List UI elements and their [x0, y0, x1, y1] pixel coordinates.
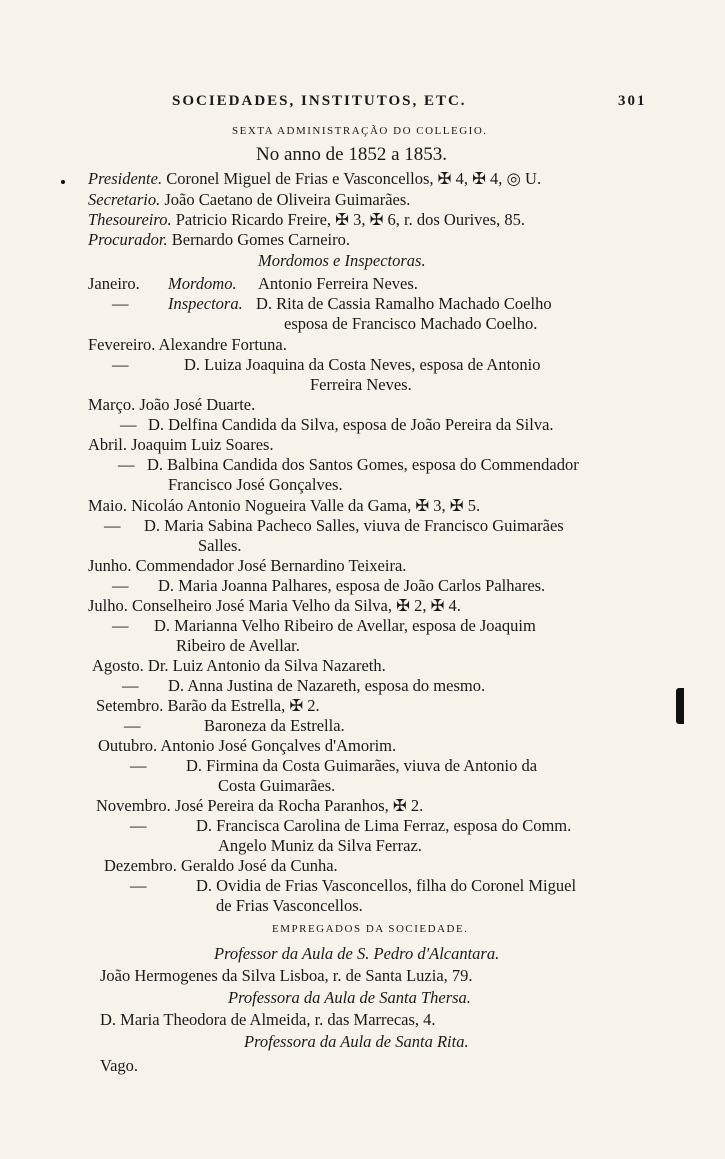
- entry-text: Fevereiro. Alexandre Fortuna.: [88, 335, 287, 354]
- entry-text: D. Maria Sabina Pacheco Salles, viuva de Francisco Guimarães: [144, 516, 564, 535]
- entry-text: D. Firmina da Costa Guimarães, viuva de Antonio da: [186, 756, 538, 775]
- entry-text: Costa Guimarães.: [218, 776, 336, 795]
- entry-text: Março. João José Duarte.: [88, 395, 256, 414]
- ditto-dash: —: [130, 756, 147, 775]
- entry-text: Dezembro. Geraldo José da Cunha.: [104, 856, 338, 875]
- officer-role: Procurador.: [88, 230, 168, 249]
- ditto-dash: —: [130, 876, 147, 895]
- entry-text: Agosto. Dr. Luiz Antonio da Silva Nazareth.: [92, 656, 386, 675]
- role-label: Inspectora.: [168, 294, 243, 313]
- entry-text: D. Rita de Cassia Ramalho Machado Coelho: [256, 294, 552, 313]
- entry-text: Baroneza da Estrella.: [204, 716, 345, 735]
- entry-text: Junho. Commendador José Bernardino Teixeira.: [88, 556, 407, 575]
- entry-text: Ferreira Neves.: [310, 375, 412, 394]
- ditto-dash: —: [130, 816, 147, 835]
- entry-text: Novembro. José Pereira da Rocha Paranhos, ✠ 2.: [96, 796, 424, 815]
- officer-role: Presidente.: [88, 169, 163, 188]
- ditto-dash: —: [124, 716, 141, 735]
- entry-text: Abril. Joaquim Luiz Soares.: [88, 435, 274, 454]
- entry-text: Outubro. Antonio José Gonçalves d'Amorim.: [98, 736, 397, 755]
- ditto-dash: —: [120, 415, 137, 434]
- role-label: Mordomo.: [168, 274, 237, 293]
- officer-text: João Caetano de Oliveira Guimarães.: [164, 190, 411, 209]
- entry-text: Maio. Nicoláo Antonio Nogueira Valle da Gama, ✠ 3, ✠ 5.: [88, 496, 481, 515]
- entry-text: Setembro. Barão da Estrella, ✠ 2.: [96, 696, 320, 715]
- ditto-dash: —: [118, 455, 135, 474]
- entry-text: Ribeiro de Avellar.: [176, 636, 300, 655]
- entry-text: D. Ovidia de Frias Vasconcellos, filha do Coronel Miguel: [196, 876, 577, 895]
- section-year: No anno de 1852 a 1853.: [256, 144, 448, 165]
- section-subtitle: SEXTA ADMINISTRAÇÃO DO COLLEGIO.: [232, 125, 488, 137]
- entry-text: D. Balbina Candida dos Santos Gomes, esposa do Commendador: [147, 455, 579, 474]
- entry-text: Julho. Conselheiro José Maria Velho da Silva, ✠ 2, ✠ 4.: [88, 596, 461, 615]
- post-holder: D. Maria Theodora de Almeida, r. das Marrecas, 4.: [100, 1010, 436, 1029]
- post-title: Professora da Aula de Santa Rita.: [244, 1032, 469, 1051]
- ditto-dash: —: [112, 355, 129, 374]
- post-holder: João Hermogenes da Silva Lisboa, r. de Santa Luzia, 79.: [100, 966, 473, 985]
- entry-text: Salles.: [198, 536, 242, 555]
- running-header: SOCIEDADES, INSTITUTOS, ETC.: [172, 93, 467, 109]
- mordomos-heading: Mordomos e Inspectoras.: [258, 251, 426, 270]
- ditto-dash: —: [112, 616, 129, 635]
- entry-text: D. Anna Justina de Nazareth, esposa do mesmo.: [168, 676, 486, 695]
- post-holder: Vago.: [100, 1056, 139, 1075]
- entry-text: D. Marianna Velho Ribeiro de Avellar, esposa de Joaquim: [154, 616, 536, 635]
- entry-text: esposa de Francisco Machado Coelho.: [284, 314, 538, 333]
- entry-text: Francisco José Gonçalves.: [168, 475, 343, 494]
- officer-text: Bernardo Gomes Carneiro.: [171, 230, 350, 249]
- ditto-dash: —: [122, 676, 139, 695]
- post-title: Professora da Aula de Santa Thersa.: [228, 988, 471, 1007]
- officer-row: [88, 192, 410, 209]
- post-title: Professor da Aula de S. Pedro d'Alcantara.: [214, 944, 500, 963]
- ditto-dash: —: [112, 294, 129, 313]
- ditto-dash: —: [104, 516, 121, 535]
- officer-text: Patricio Ricardo Freire, ✠ 3, ✠ 6, r. dos Ourives, 85.: [175, 210, 526, 229]
- ditto-dash: —: [112, 576, 129, 595]
- entry-text: D. Delfina Candida da Silva, esposa de João Pereira da Silva.: [148, 415, 554, 434]
- margin-ink-mark: [676, 688, 684, 724]
- officer-row: [88, 171, 541, 188]
- officer-text: Coronel Miguel de Frias e Vasconcellos, ✠ 4, ✠ 4, ◎ U.: [166, 169, 542, 188]
- page-number: 301: [618, 93, 647, 109]
- entry-text: de Frias Vasconcellos.: [216, 896, 363, 915]
- entry-text: D. Francisca Carolina de Lima Ferraz, esposa do Comm.: [196, 816, 572, 835]
- month-label: Janeiro.: [88, 274, 140, 293]
- entry-text: D. Maria Joanna Palhares, esposa de João Carlos Palhares.: [158, 576, 546, 595]
- margin-bullet: [61, 180, 65, 184]
- empregados-heading: EMPREGADOS DA SOCIEDADE.: [272, 923, 469, 935]
- entry-text: Angelo Muniz da Silva Ferraz.: [218, 836, 422, 855]
- officer-role: Thesoureiro.: [88, 210, 172, 229]
- entry-text: D. Luiza Joaquina da Costa Neves, esposa de Antonio: [184, 355, 541, 374]
- officer-role: Secretario.: [88, 190, 161, 209]
- officer-row: [88, 212, 525, 229]
- entry-text: Antonio Ferreira Neves.: [258, 274, 418, 293]
- officer-row: [88, 232, 350, 249]
